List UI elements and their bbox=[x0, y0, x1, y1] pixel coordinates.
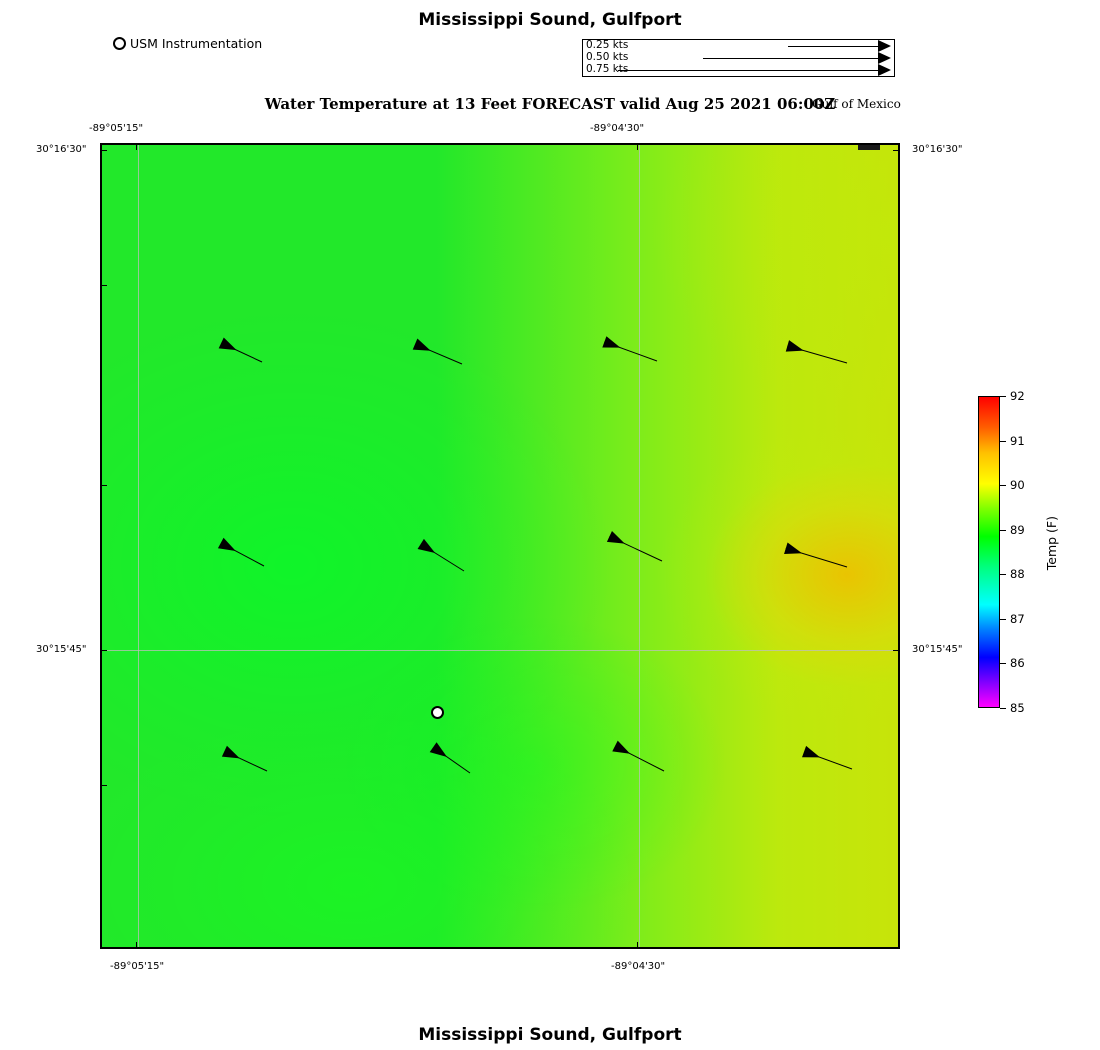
vector-scale-arrowhead bbox=[878, 40, 891, 52]
land-pixel bbox=[858, 145, 880, 150]
region-label: Gulf of Mexico bbox=[812, 97, 901, 111]
colorbar-tick bbox=[1000, 441, 1006, 442]
vector-scale-shaft bbox=[788, 46, 878, 47]
temperature-field bbox=[102, 145, 898, 947]
vector-scale-label: 0.25 kts bbox=[586, 39, 629, 51]
axis-tick-right bbox=[893, 150, 900, 151]
axis-tick-bottom bbox=[637, 942, 638, 949]
vector-scale-label: 0.50 kts bbox=[586, 51, 629, 63]
colorbar-tick bbox=[1000, 619, 1006, 620]
graticule-vertical bbox=[138, 145, 139, 947]
axis-tick-left bbox=[100, 785, 107, 786]
vector-scale-arrowhead bbox=[878, 52, 891, 64]
page-title: Mississippi Sound, Gulfport bbox=[418, 10, 682, 30]
map-plot-area[interactable] bbox=[100, 143, 900, 949]
colorbar bbox=[978, 389, 1088, 715]
colorbar-tick-label: 89 bbox=[1010, 522, 1025, 537]
vector-scale-legend bbox=[582, 39, 895, 77]
colorbar-tick bbox=[1000, 708, 1006, 709]
colorbar-tick bbox=[1000, 663, 1006, 664]
colorbar-tick-label: 87 bbox=[1010, 611, 1025, 626]
colorbar-tick bbox=[1000, 485, 1006, 486]
station-marker-icon bbox=[113, 37, 126, 50]
usm-instrumentation-legend bbox=[113, 36, 262, 51]
graticule-horizontal bbox=[102, 650, 898, 651]
y-axis-label-right-1: 30°16'30" bbox=[912, 144, 963, 155]
vector-scale-arrowhead bbox=[878, 64, 891, 76]
vector-scale-shaft bbox=[703, 58, 878, 59]
bottom-title: Mississippi Sound, Gulfport bbox=[418, 1025, 682, 1045]
colorbar-tick bbox=[1000, 574, 1006, 575]
axis-tick-left bbox=[100, 485, 107, 486]
axis-tick-top bbox=[136, 143, 137, 150]
vector-scale-row bbox=[583, 40, 894, 52]
vector-scale-label: 0.75 kts bbox=[586, 63, 629, 75]
y-axis-label-right-2: 30°15'45" bbox=[912, 644, 963, 655]
colorbar-tick-label: 88 bbox=[1010, 567, 1025, 582]
colorbar-title: Temp (F) bbox=[1044, 516, 1059, 571]
colorbar-tick-label: 90 bbox=[1010, 478, 1025, 493]
axis-tick-bottom bbox=[136, 942, 137, 949]
vector-scale-shaft bbox=[618, 70, 878, 71]
usm-station-marker[interactable] bbox=[431, 706, 444, 719]
axis-tick-right bbox=[893, 650, 900, 651]
x-axis-label-top-2: -89°04'30" bbox=[590, 123, 645, 134]
chart-subtitle: Water Temperature at 13 Feet FORECAST valid Aug 25 2021 06:00Z bbox=[264, 95, 836, 113]
x-axis-label-top-1: -89°05'15" bbox=[89, 123, 144, 134]
colorbar-tick bbox=[1000, 530, 1006, 531]
y-axis-label-left-1: 30°16'30" bbox=[36, 144, 87, 155]
x-axis-label-bottom-2: -89°04'30" bbox=[611, 961, 666, 972]
axis-tick-left bbox=[100, 650, 107, 651]
x-axis-label-bottom-1: -89°05'15" bbox=[110, 961, 165, 972]
colorbar-tick bbox=[1000, 396, 1006, 397]
colorbar-tick-label: 85 bbox=[1010, 701, 1025, 715]
colorbar-tick-label: 91 bbox=[1010, 433, 1025, 448]
axis-tick-left bbox=[100, 150, 107, 151]
usm-legend-label: USM Instrumentation bbox=[130, 36, 263, 51]
colorbar-gradient bbox=[978, 396, 1000, 708]
colorbar-tick-label: 86 bbox=[1010, 656, 1025, 671]
axis-tick-top bbox=[637, 143, 638, 150]
vector-scale-row bbox=[583, 64, 894, 76]
vector-scale-row bbox=[583, 52, 894, 64]
axis-tick-left bbox=[100, 285, 107, 286]
y-axis-label-left-2: 30°15'45" bbox=[36, 644, 87, 655]
colorbar-tick-label: 92 bbox=[1010, 389, 1025, 403]
